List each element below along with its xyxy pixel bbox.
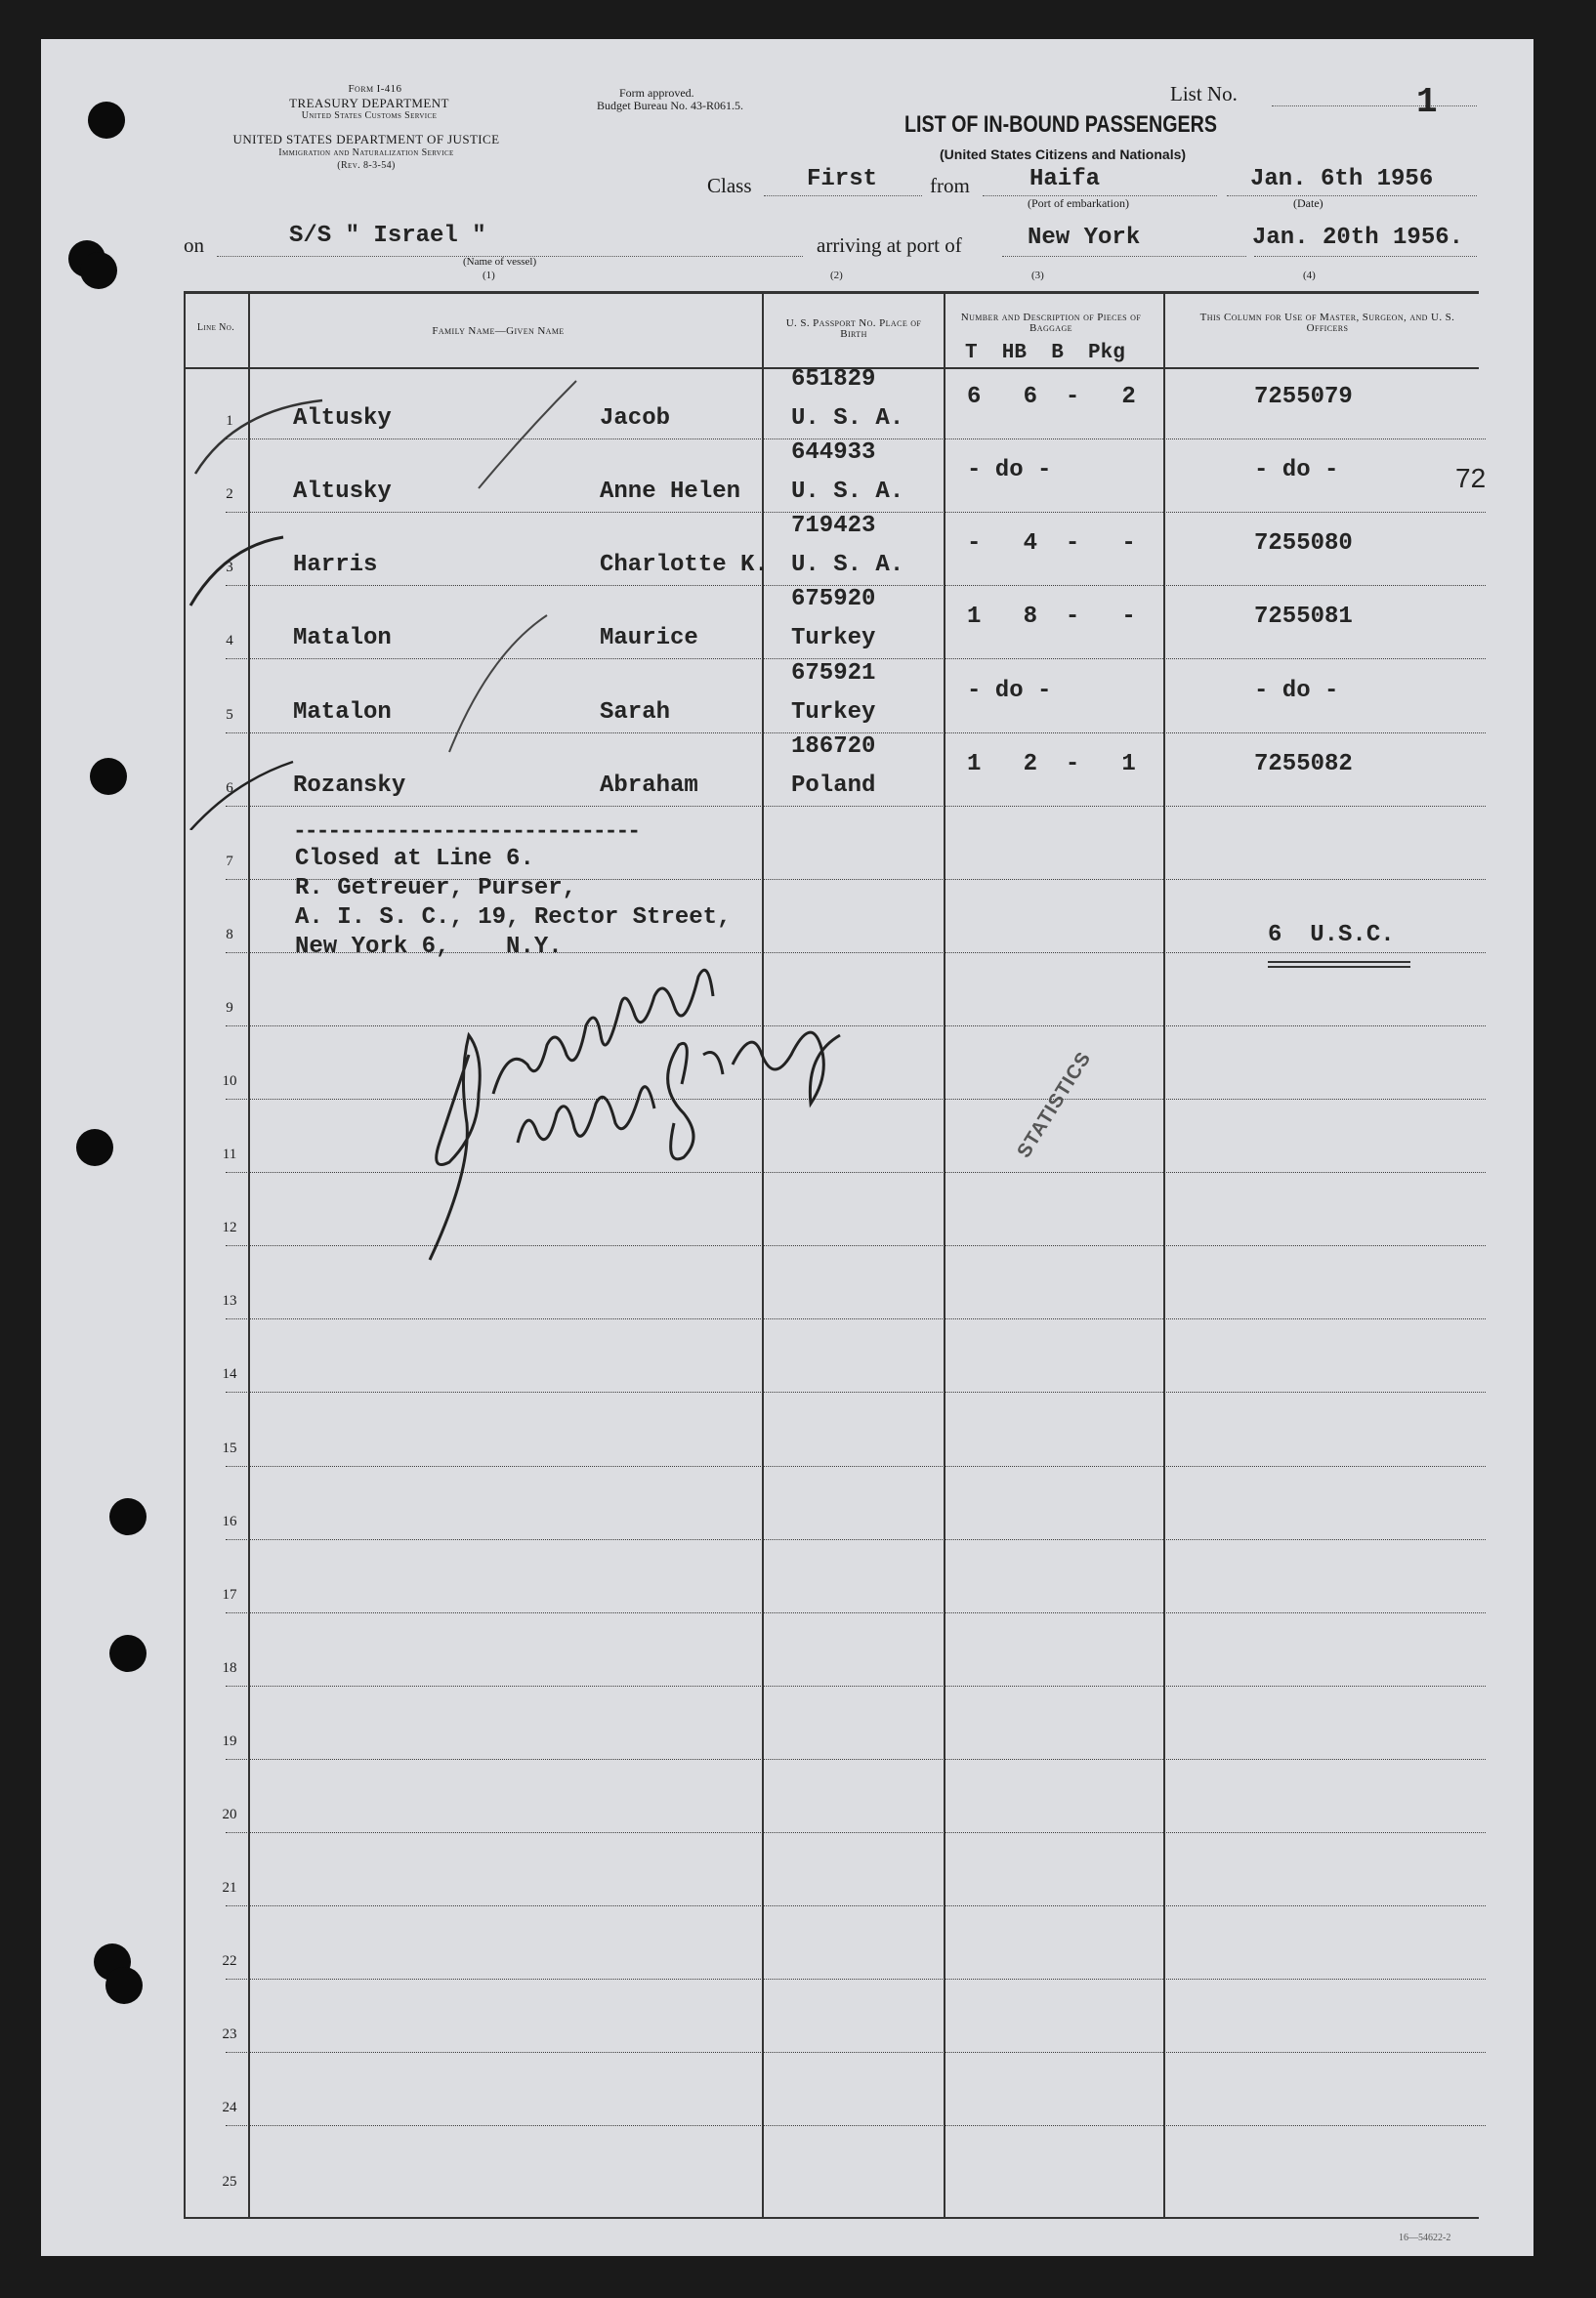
- line-number: 18: [222, 1659, 237, 1676]
- place-of-birth: U. S. A.: [791, 405, 904, 433]
- handwritten-signature: [391, 938, 899, 1270]
- from-label: from: [930, 174, 970, 197]
- officers-column-border: [1163, 291, 1165, 2219]
- list-number: 1: [1416, 82, 1438, 122]
- closing-line-4: New York 6, N.Y.: [295, 934, 563, 960]
- customs-service: United States Customs Service: [301, 110, 438, 121]
- footer-code: 16—54622-2: [1399, 2233, 1451, 2243]
- line-number: 10: [222, 1073, 237, 1089]
- list-number-label: List No.: [1170, 82, 1238, 105]
- line-number: 1: [226, 413, 233, 430]
- place-of-birth: Turkey: [791, 625, 876, 652]
- given-name: Charlotte K.: [600, 552, 769, 579]
- line-number: 9: [226, 999, 233, 1016]
- line-number: 22: [222, 1953, 237, 1970]
- form-number: Form I-416: [348, 83, 402, 95]
- line-number: 4: [226, 633, 233, 649]
- officer-entry: 7255081: [1254, 604, 1353, 631]
- line-number: 25: [222, 2173, 237, 2190]
- list-number-line: [1272, 105, 1477, 106]
- officer-entry: - do -: [1254, 677, 1339, 704]
- row-divider: [226, 2125, 1486, 2126]
- statistics-stamp: STATISTICS: [1013, 1047, 1096, 1162]
- line-number: 17: [222, 1586, 237, 1603]
- baggage-count: 1 8 - -: [967, 604, 1136, 631]
- from-value: Haifa: [1029, 166, 1101, 192]
- row-divider: [226, 1759, 1486, 1760]
- baggage-count: - 4 - -: [967, 530, 1136, 558]
- column-number: (2): [830, 270, 843, 281]
- line-number: 21: [222, 1880, 237, 1897]
- closing-line-3: A. I. S. C., 19, Rector Street,: [295, 904, 732, 931]
- table-bottom-border: [184, 2217, 1479, 2219]
- row-divider: [226, 1318, 1486, 1319]
- name-header: Family Name—Given Name: [432, 325, 565, 337]
- row-divider: [226, 1392, 1486, 1393]
- class-line: [764, 195, 922, 196]
- department-of-justice: UNITED STATES DEPARTMENT OF JUSTICE: [232, 132, 500, 146]
- line-number: 15: [222, 1440, 237, 1456]
- punch-hole: [88, 102, 125, 139]
- arrival-port: New York: [1028, 225, 1141, 251]
- row-divider: [226, 1979, 1486, 1980]
- family-name: Matalon: [293, 698, 392, 726]
- arrival-date: Jan. 20th 1956.: [1252, 225, 1464, 251]
- given-name: Sarah: [600, 698, 671, 726]
- passport-header: U. S. Passport No. Place of Birth: [785, 317, 922, 340]
- ins-service: Immigration and Naturalization Service: [278, 147, 454, 158]
- line-number: 16: [222, 1513, 237, 1529]
- separator-line: ------------------------------: [293, 818, 640, 844]
- row-divider: [226, 1832, 1486, 1833]
- passport-number: 651829: [791, 366, 876, 394]
- punch-hole: [90, 758, 127, 795]
- officer-entry: - do -: [1254, 457, 1339, 484]
- line-number: 8: [226, 926, 233, 942]
- line-number: 13: [222, 1293, 237, 1310]
- family-name: Harris: [293, 552, 378, 579]
- passport-number: 675920: [791, 586, 876, 613]
- line-no-header: Line No.: [196, 322, 235, 333]
- line-number: 20: [222, 1807, 237, 1822]
- date-caption: (Date): [1293, 196, 1323, 210]
- document-subtitle: (United States Citizens and Nationals): [940, 146, 1187, 162]
- passport-number: 675921: [791, 659, 876, 687]
- on-label: on: [184, 233, 204, 257]
- passport-number: 644933: [791, 439, 876, 467]
- given-name: Anne Helen: [600, 479, 741, 506]
- document-title: LIST OF IN-BOUND PASSENGERS: [904, 111, 1218, 138]
- class-value: First: [807, 166, 878, 192]
- line-number: 11: [222, 1147, 237, 1163]
- punch-hole: [109, 1498, 147, 1535]
- closing-line-1: Closed at Line 6.: [295, 846, 534, 872]
- punch-hole: [80, 252, 117, 289]
- arrival-port-line: [1002, 256, 1246, 257]
- punch-hole: [109, 1635, 147, 1672]
- line-number: 23: [222, 2026, 237, 2043]
- total-underline: [1268, 961, 1410, 968]
- line-number: 3: [226, 560, 233, 576]
- punch-hole: [76, 1129, 113, 1166]
- baggage-header: Number and Description of Pieces of Baggage: [960, 312, 1142, 334]
- row-divider: [226, 1612, 1486, 1613]
- row-divider: [226, 2052, 1486, 2053]
- line-number: 12: [222, 1220, 237, 1236]
- baggage-count: - do -: [967, 457, 1052, 484]
- row-divider: [226, 1539, 1486, 1540]
- line-number: 2: [226, 486, 233, 503]
- place-of-birth: Turkey: [791, 698, 876, 726]
- treasury-department: TREASURY DEPARTMENT: [289, 96, 449, 110]
- date-line: [1227, 195, 1477, 196]
- line-number: 19: [222, 1733, 237, 1749]
- family-name: Rozansky: [293, 772, 406, 799]
- budget-bureau: Budget Bureau No. 43-R061.5.: [597, 99, 743, 112]
- vessel-name: S/S " Israel ": [289, 223, 486, 249]
- place-of-birth: Poland: [791, 772, 876, 799]
- line-number: 14: [222, 1366, 237, 1383]
- family-name: Altusky: [293, 405, 392, 433]
- officer-entry: 7255079: [1254, 384, 1353, 411]
- row-divider: [226, 1905, 1486, 1906]
- margin-note: 72: [1455, 463, 1487, 493]
- departure-date: Jan. 6th 1956: [1250, 166, 1434, 192]
- vessel-caption: (Name of vessel): [463, 256, 537, 268]
- row-divider: [226, 1686, 1486, 1687]
- place-of-birth: U. S. A.: [791, 552, 904, 579]
- baggage-count: - do -: [967, 677, 1052, 704]
- total-count: 6 U.S.C.: [1268, 922, 1395, 948]
- officer-entry: 7255080: [1254, 530, 1353, 558]
- place-of-birth: U. S. A.: [791, 479, 904, 506]
- line-number: 7: [226, 853, 233, 869]
- officers-header: This Column for Use of Master, Surgeon, and U. S. Officers: [1199, 312, 1455, 334]
- column-number: (1): [483, 270, 495, 281]
- punch-hole: [105, 1967, 143, 2004]
- given-name: Maurice: [600, 625, 698, 652]
- port-caption: (Port of embarkation): [1028, 196, 1129, 210]
- form-revision: (Rev. 8-3-54): [337, 160, 396, 171]
- family-name: Matalon: [293, 625, 392, 652]
- baggage-count: 6 6 - 2: [967, 384, 1136, 411]
- given-name: Abraham: [600, 772, 698, 799]
- arriving-label: arriving at port of: [817, 233, 962, 257]
- table-top-border: [184, 291, 1479, 294]
- check-marks: [176, 371, 664, 830]
- row-divider: [226, 1466, 1486, 1467]
- arrival-date-line: [1254, 256, 1477, 257]
- closing-line-2: R. Getreuer, Purser,: [295, 875, 577, 901]
- line-number: 24: [222, 2100, 237, 2116]
- officer-entry: 7255082: [1254, 750, 1353, 777]
- passport-number: 719423: [791, 513, 876, 540]
- form-approved: Form approved.: [619, 86, 694, 100]
- family-name: Altusky: [293, 479, 392, 506]
- class-label: Class: [707, 174, 752, 197]
- given-name: Jacob: [600, 405, 671, 433]
- baggage-column-border: [944, 291, 945, 2219]
- column-number: (3): [1031, 270, 1044, 281]
- passport-number: 186720: [791, 732, 876, 760]
- column-number: (4): [1303, 270, 1316, 281]
- line-number: 5: [226, 706, 233, 723]
- line-number: 6: [226, 779, 233, 796]
- baggage-count: 1 2 - 1: [967, 750, 1136, 777]
- baggage-subheader: T HB B Pkg: [965, 342, 1125, 364]
